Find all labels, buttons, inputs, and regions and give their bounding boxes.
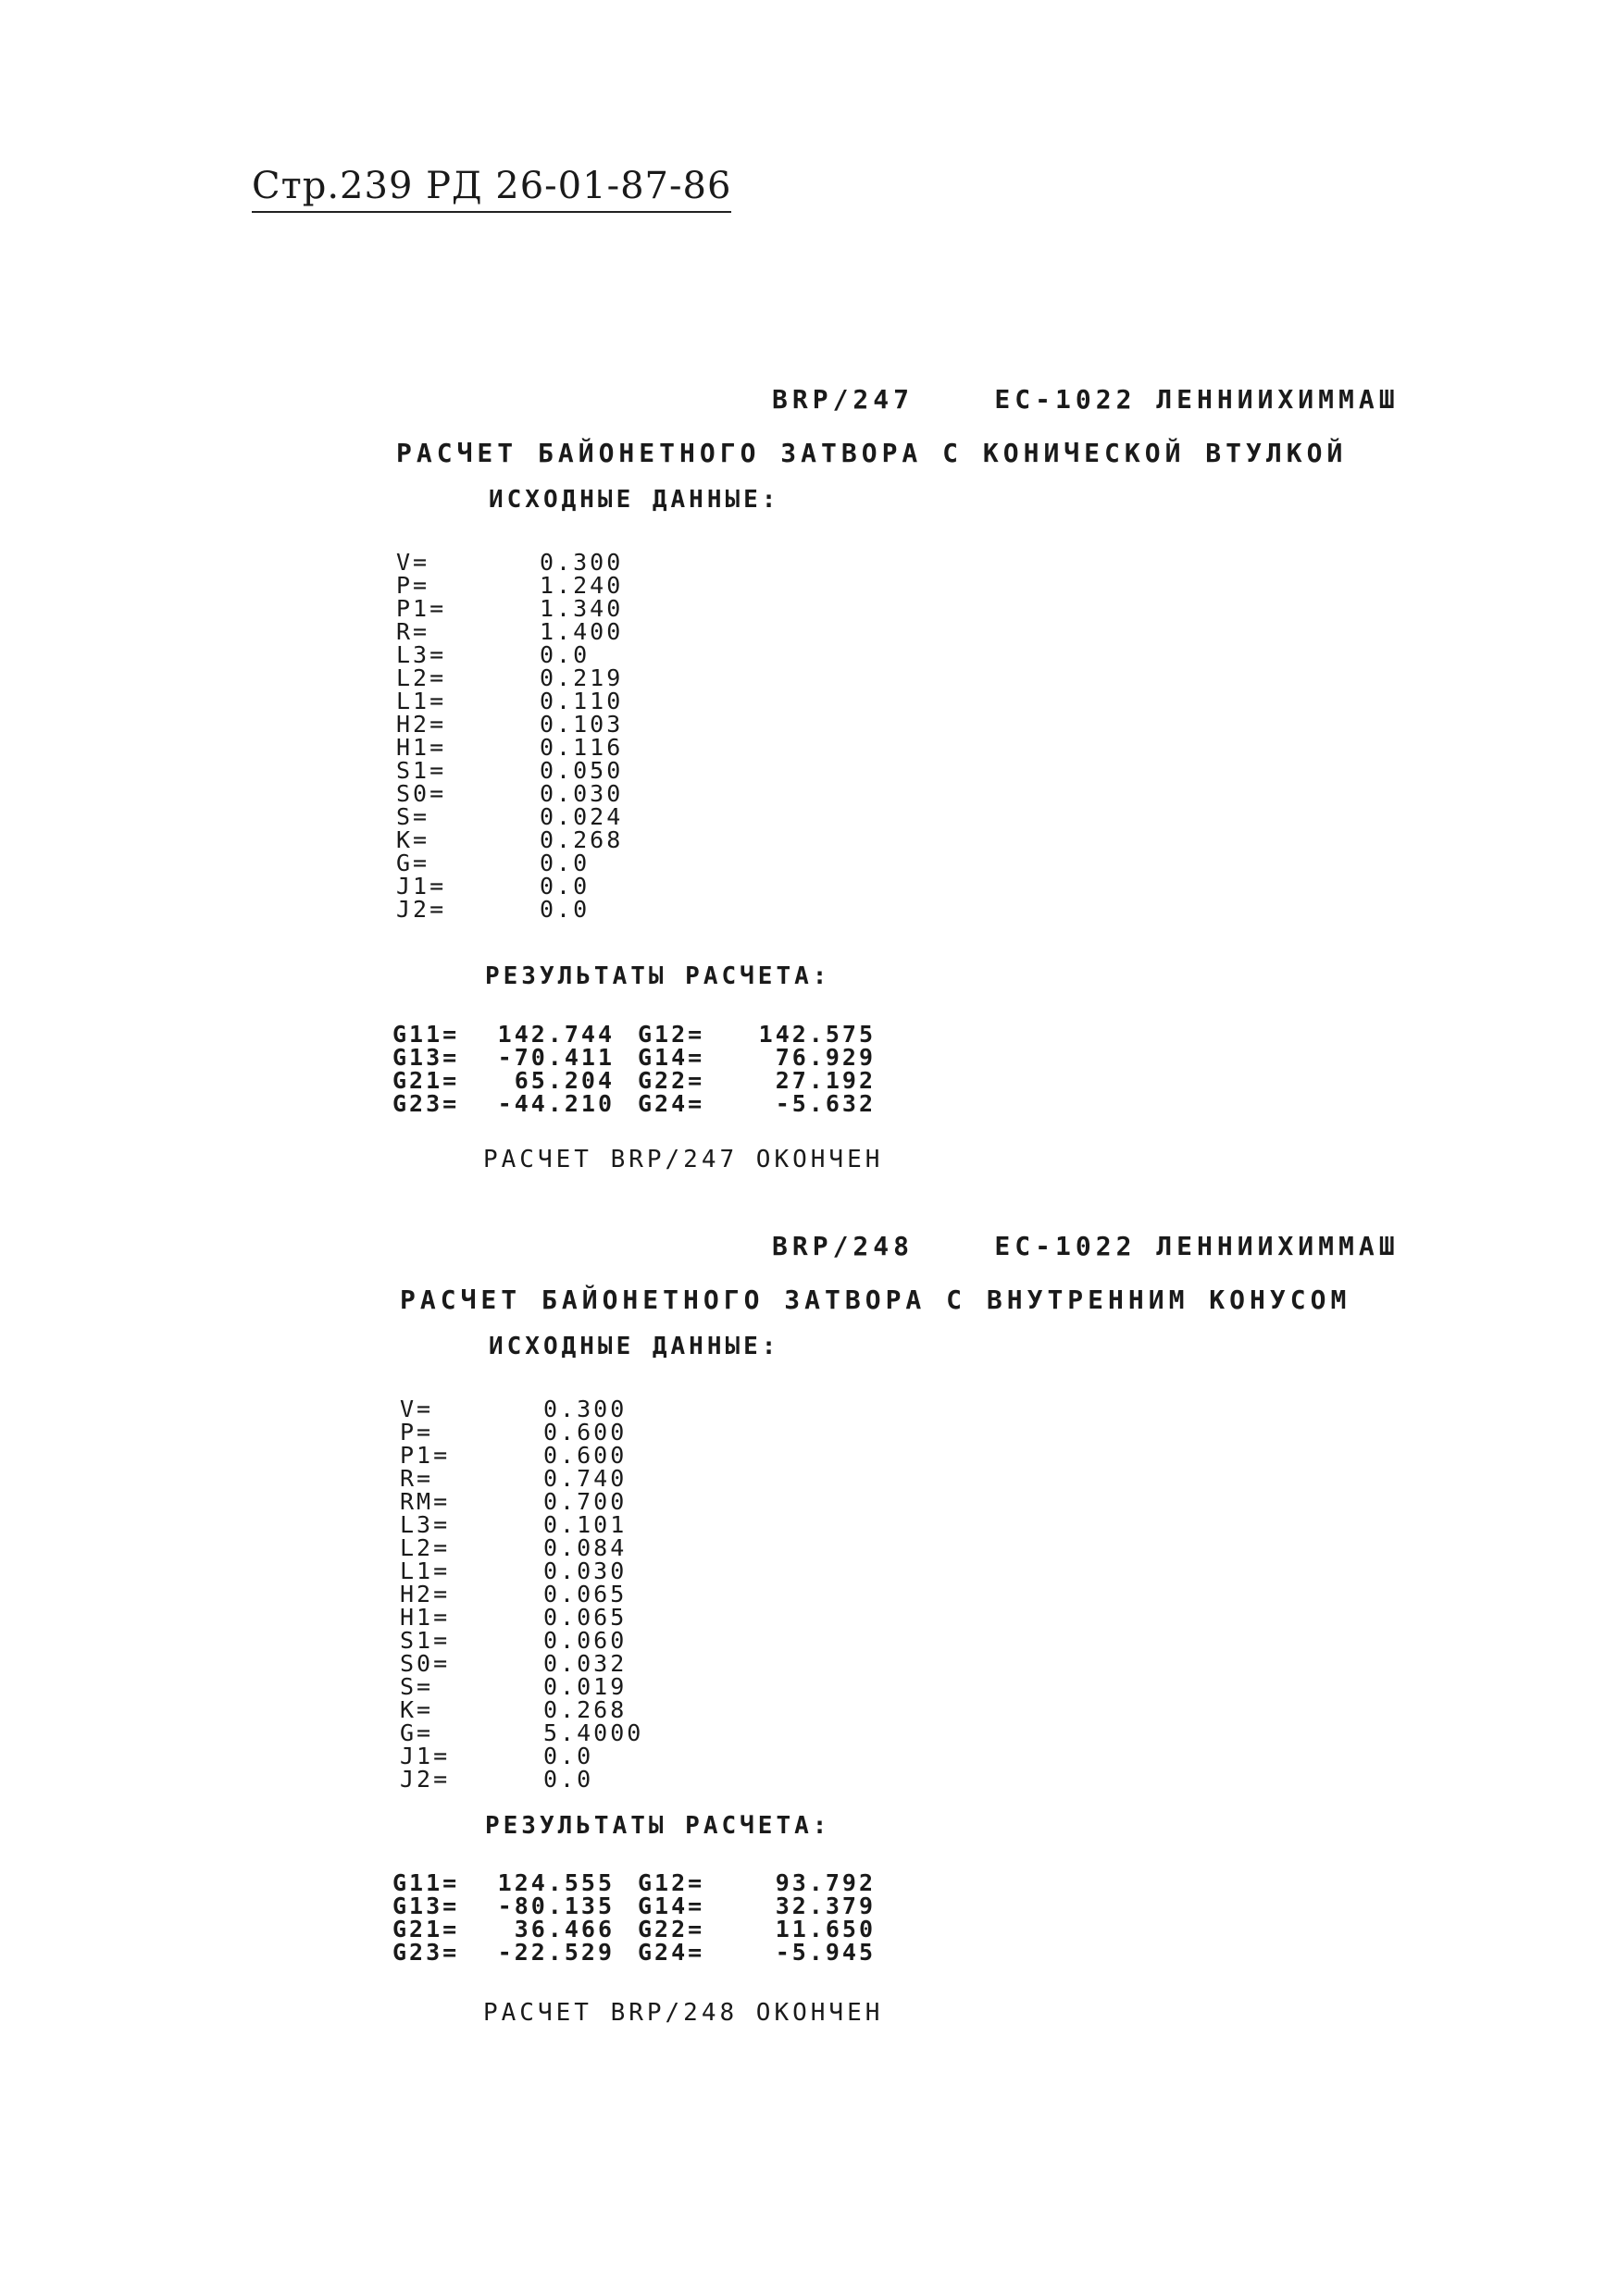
param-value: 0.024: [540, 803, 624, 830]
param-label: S=: [400, 1673, 434, 1700]
result-label: G22=: [638, 1916, 705, 1942]
results-row: [392, 1894, 876, 1917]
results-row: [392, 1092, 876, 1115]
param-value: 0.103: [540, 711, 624, 738]
result-value: 142.575: [758, 1021, 876, 1048]
results-row: [392, 1941, 876, 1964]
param-value: 0.740: [543, 1465, 628, 1492]
param-value: 0.0: [543, 1766, 594, 1793]
result-value: 32.379: [775, 1893, 876, 1919]
param-value: 0.050: [540, 757, 624, 784]
param-label: V=: [396, 549, 430, 576]
result-value: -70.411: [497, 1044, 615, 1071]
param-row: [396, 782, 725, 805]
result-value: 142.744: [497, 1021, 615, 1048]
result-value: -5.632: [775, 1090, 876, 1117]
param-label: P=: [400, 1419, 434, 1446]
run-header: BRP/247 ЕС-1022 ЛЕННИИХИММАШ: [772, 384, 1400, 415]
param-row: [396, 551, 725, 574]
param-row: [400, 1744, 728, 1768]
param-label: L3=: [400, 1511, 451, 1538]
result-label: G13=: [392, 1893, 460, 1919]
param-label: H2=: [396, 711, 447, 738]
param-row: [396, 875, 725, 898]
param-label: H1=: [400, 1604, 451, 1631]
param-value: 1.340: [540, 595, 624, 622]
param-row: [400, 1721, 728, 1744]
param-row: [400, 1444, 728, 1467]
param-value: 0.0: [540, 641, 591, 668]
param-label: J2=: [400, 1766, 451, 1793]
param-row: [400, 1421, 728, 1444]
param-value: 0.116: [540, 734, 624, 761]
results-row: [392, 1023, 876, 1046]
param-label: H2=: [400, 1581, 451, 1607]
param-row: [400, 1606, 728, 1629]
result-value: 11.650: [775, 1916, 876, 1942]
result-label: G23=: [392, 1939, 460, 1966]
result-label: G12=: [638, 1021, 705, 1048]
param-value: 0.101: [543, 1511, 628, 1538]
param-row: [400, 1559, 728, 1582]
param-row: [396, 597, 725, 620]
param-label: S0=: [396, 780, 447, 807]
result-value: 76.929: [775, 1044, 876, 1071]
input-parameters-list: [396, 551, 725, 921]
result-value: -44.210: [497, 1090, 615, 1117]
param-value: 0.700: [543, 1488, 628, 1515]
result-label: G21=: [392, 1067, 460, 1094]
result-label: G21=: [392, 1916, 460, 1942]
result-value: 65.204: [514, 1067, 615, 1094]
param-row: [396, 898, 725, 921]
results-row: [392, 1917, 876, 1941]
param-row: [396, 828, 725, 851]
param-value: 1.240: [540, 572, 624, 599]
param-value: 0.0: [543, 1743, 594, 1769]
param-label: L3=: [396, 641, 447, 668]
param-value: 0.268: [543, 1696, 628, 1723]
param-row: [396, 805, 725, 828]
param-label: P=: [396, 572, 430, 599]
param-value: 0.019: [543, 1673, 628, 1700]
param-label: RM=: [400, 1488, 451, 1515]
param-row: [400, 1490, 728, 1513]
param-label: R=: [396, 618, 430, 645]
param-label: K=: [400, 1696, 434, 1723]
param-row: [396, 759, 725, 782]
param-label: L1=: [396, 688, 447, 714]
param-label: S1=: [400, 1627, 451, 1654]
param-row: [396, 689, 725, 713]
param-value: 0.268: [540, 826, 624, 853]
results-title: РЕЗУЛЬТАТЫ РАСЧЕТА:: [485, 962, 831, 990]
param-value: 0.300: [540, 549, 624, 576]
result-label: G14=: [638, 1893, 705, 1919]
result-label: G24=: [638, 1090, 705, 1117]
result-value: 124.555: [497, 1869, 615, 1896]
param-value: 0.600: [543, 1442, 628, 1469]
results-row: [392, 1046, 876, 1069]
result-value: -22.529: [497, 1939, 615, 1966]
result-label: G11=: [392, 1021, 460, 1048]
param-label: S1=: [396, 757, 447, 784]
calculation-end-text: РАСЧЕТ BRP/248 ОКОНЧЕН: [483, 1999, 884, 2027]
param-row: [400, 1698, 728, 1721]
param-value: 0.110: [540, 688, 624, 714]
param-value: 0.030: [543, 1558, 628, 1584]
param-label: S0=: [400, 1650, 451, 1677]
result-value: -80.135: [497, 1893, 615, 1919]
param-label: R=: [400, 1465, 434, 1492]
result-label: G22=: [638, 1067, 705, 1094]
result-label: G11=: [392, 1869, 460, 1896]
param-row: [396, 574, 725, 597]
param-value: 0.219: [540, 664, 624, 691]
param-value: 0.032: [543, 1650, 628, 1677]
param-value: 0.065: [543, 1604, 628, 1631]
param-row: [400, 1467, 728, 1490]
results-table: [392, 1871, 876, 1964]
results-row: [392, 1871, 876, 1894]
result-value: 93.792: [775, 1869, 876, 1896]
param-label: G=: [396, 850, 430, 876]
param-row: [400, 1768, 728, 1791]
calculation-end-text: РАСЧЕТ BRP/247 ОКОНЧЕН: [483, 1146, 884, 1173]
param-value: 0.060: [543, 1627, 628, 1654]
param-row: [396, 851, 725, 875]
param-value: 5.4000: [543, 1719, 644, 1746]
param-value: 0.030: [540, 780, 624, 807]
param-row: [400, 1513, 728, 1536]
result-value: 27.192: [775, 1067, 876, 1094]
param-row: [400, 1397, 728, 1421]
param-row: [396, 643, 725, 666]
param-label: P1=: [400, 1442, 451, 1469]
param-row: [400, 1536, 728, 1559]
param-row: [400, 1582, 728, 1606]
param-row: [396, 620, 725, 643]
param-label: K=: [396, 826, 430, 853]
results-row: [392, 1069, 876, 1092]
results-title: РЕЗУЛЬТАТЫ РАСЧЕТА:: [485, 1812, 831, 1840]
param-label: J2=: [396, 896, 447, 923]
param-label: S=: [396, 803, 430, 830]
param-value: 0.600: [543, 1419, 628, 1446]
result-value: -5.945: [775, 1939, 876, 1966]
param-label: H1=: [396, 734, 447, 761]
param-row: [396, 736, 725, 759]
param-label: G=: [400, 1719, 434, 1746]
result-label: G14=: [638, 1044, 705, 1071]
result-label: G24=: [638, 1939, 705, 1966]
param-row: [400, 1652, 728, 1675]
param-value: 0.084: [543, 1534, 628, 1561]
param-value: 1.400: [540, 618, 624, 645]
calculation-title: РАСЧЕТ БАЙОНЕТНОГО ЗАТВОРА С КОНИЧЕСКОЙ ВТУЛКОЙ: [396, 438, 1348, 468]
inputs-title: ИСХОДНЫЕ ДАННЫЕ:: [489, 1333, 780, 1360]
param-label: P1=: [396, 595, 447, 622]
input-parameters-list: [400, 1397, 728, 1791]
param-label: L1=: [400, 1558, 451, 1584]
page-header: Стр.239 РД 26-01-87-86: [252, 165, 731, 213]
param-label: L2=: [396, 664, 447, 691]
result-label: G23=: [392, 1090, 460, 1117]
param-row: [396, 666, 725, 689]
calculation-title: РАСЧЕТ БАЙОНЕТНОГО ЗАТВОРА С ВНУТРЕННИМ КОНУСОМ: [400, 1285, 1351, 1315]
param-row: [396, 713, 725, 736]
param-value: 0.0: [540, 873, 591, 900]
param-row: [400, 1629, 728, 1652]
param-label: J1=: [396, 873, 447, 900]
param-row: [400, 1675, 728, 1698]
param-label: L2=: [400, 1534, 451, 1561]
param-value: 0.300: [543, 1396, 628, 1422]
result-label: G13=: [392, 1044, 460, 1071]
result-label: G12=: [638, 1869, 705, 1896]
param-label: V=: [400, 1396, 434, 1422]
param-value: 0.065: [543, 1581, 628, 1607]
inputs-title: ИСХОДНЫЕ ДАННЫЕ:: [489, 486, 780, 514]
param-value: 0.0: [540, 850, 591, 876]
run-header: BRP/248 ЕС-1022 ЛЕННИИХИММАШ: [772, 1231, 1400, 1261]
param-label: J1=: [400, 1743, 451, 1769]
results-table: [392, 1023, 876, 1115]
param-value: 0.0: [540, 896, 591, 923]
result-value: 36.466: [514, 1916, 615, 1942]
